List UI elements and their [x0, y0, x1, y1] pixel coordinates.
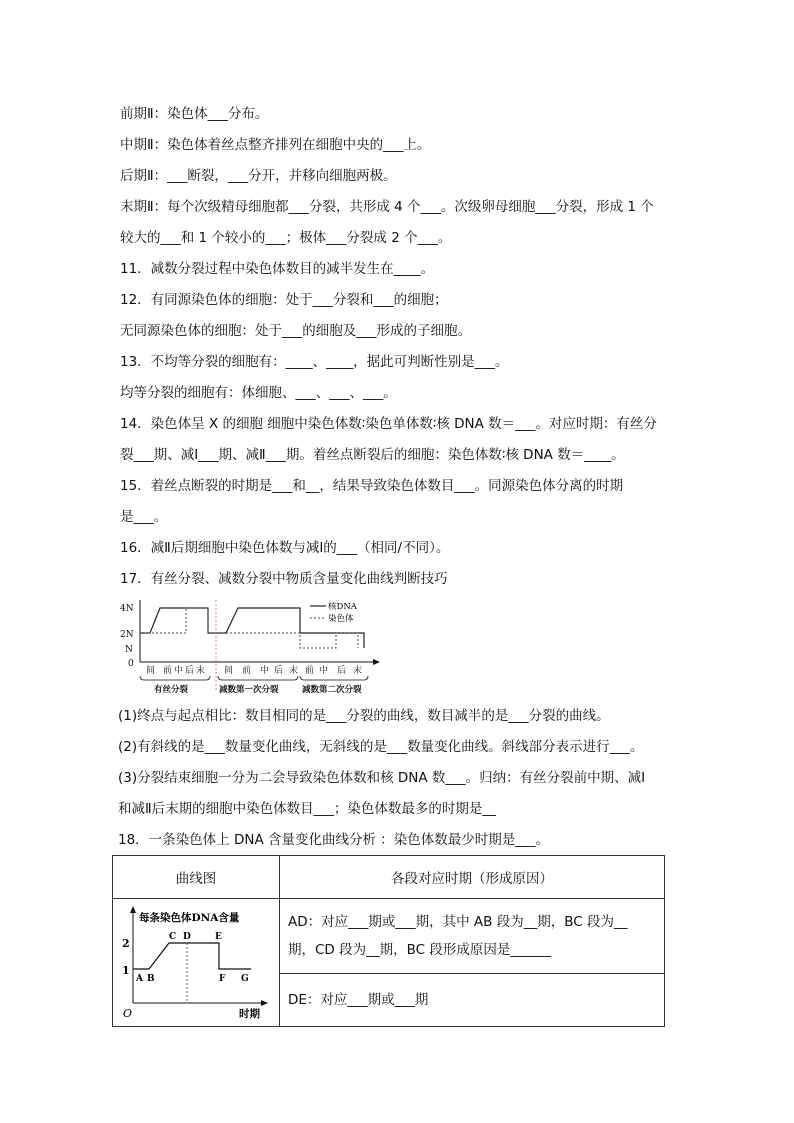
question-14a: 14．染色体呈 X 的细胞 细胞中染色体数∶染色单体数∶核 DNA 数＝___。对应时期：有丝分	[120, 416, 657, 432]
line-prophase-ii: 前期Ⅱ：染色体___分布。	[120, 106, 269, 122]
point-b: B	[147, 973, 155, 984]
point-g: G	[241, 973, 249, 984]
phase-label: 中	[260, 666, 270, 676]
dna-content-curve	[133, 943, 251, 969]
table-header-periods: 各段对应时期（形成原因）	[280, 856, 665, 899]
question-15b: 是___。	[120, 509, 168, 525]
question-17: 17．有丝分裂、减数分裂中物质含量变化曲线判断技巧	[120, 571, 448, 587]
phase-label: 后	[185, 666, 195, 676]
chromosome-curve	[140, 608, 358, 648]
de-text: DE：对应___期或___期	[288, 992, 429, 1008]
phase-label: 前	[305, 666, 315, 676]
division-curve-chart	[118, 596, 388, 698]
line-anaphase-ii: 后期Ⅱ：___断裂，___分开，并移向细胞两极。	[120, 168, 397, 184]
line-telophase-ii-b: 较大的___和 1 个较小的___；极体___分裂成 2 个___。	[120, 230, 452, 246]
group-label-meiosis-2: 减数第二次分裂	[302, 685, 362, 695]
question-13a: 13．不均等分裂的细胞有：____、____，据此可判断性别是___。	[120, 354, 509, 370]
phase-label: 后	[274, 666, 284, 676]
x-axis-label: 时期	[239, 1007, 260, 1020]
point-d: D	[183, 931, 191, 942]
line-telophase-ii-a: 末期Ⅱ：每个次级精母细胞都___分裂，共形成 4 个___。次级卵母细胞___分裂，形成 1 个	[120, 199, 654, 215]
phase-label: 中	[319, 666, 329, 676]
question-11: 11．减数分裂过程中染色体数目的减半发生在____。	[120, 261, 435, 277]
question-18: 18．一条染色体上 DNA 含量变化曲线分析 ：染色体数最少时期是___。	[118, 832, 550, 848]
phase-label: 末	[196, 666, 206, 676]
y-label-4n: 4N	[120, 604, 134, 614]
line-metaphase-ii: 中期Ⅱ：染色体着丝点整齐排列在细胞中央的___上。	[120, 137, 431, 153]
y-label-0: 0	[128, 659, 134, 669]
ad-text-2: 期，CD 段为__期，BC 段形成原因是______	[288, 942, 551, 958]
y-tick-2: 2	[122, 936, 130, 950]
dna-per-chromosome-graph	[113, 901, 277, 1021]
question-14b: 裂___期、减Ⅰ___期、减Ⅱ___期。着丝点断裂后的细胞：染色体数∶核 DNA 数＝____。	[120, 447, 625, 463]
ad-text-1: AD：对应___期或___期，其中 AB 段为__期，BC 段为__	[288, 914, 628, 930]
graph-cell	[113, 899, 280, 1027]
question-15a: 15．着丝点断裂的时期是___和__，结果导致染色体数目___。同源染色体分离的时期	[120, 478, 624, 494]
question-17-2: (2)有斜线的是___数量变化曲线，无斜线的是___数量变化曲线。斜线部分表示进行___。	[118, 739, 644, 755]
point-c: C	[169, 931, 177, 942]
question-13b: 均等分裂的细胞有：体细胞、___、___、___。	[120, 385, 397, 401]
phase-label: 中	[174, 666, 184, 676]
legend-dna: 核DNA	[328, 602, 357, 612]
phase-label: 间	[146, 666, 156, 676]
phase-label: 前	[242, 666, 252, 676]
group-label-meiosis-1: 减数第一次分裂	[219, 685, 279, 695]
question-17-1: (1)终点与起点相比：数目相同的是___分裂的曲线，数目减半的是___分裂的曲线。	[118, 708, 610, 724]
phase-label: 末	[289, 666, 299, 676]
de-cell	[280, 974, 665, 1027]
phase-label: 间	[224, 666, 234, 676]
group-label-mitosis: 有丝分裂	[154, 685, 189, 695]
ad-cell	[280, 899, 665, 974]
legend-chromosome: 染色体	[328, 614, 354, 624]
dna-content-table	[112, 855, 665, 1027]
y-label-n: N	[125, 645, 133, 655]
point-f: F	[219, 973, 226, 984]
phase-label: 前	[163, 666, 173, 676]
y-label-2n: 2N	[120, 630, 134, 640]
phase-label: 后	[337, 666, 347, 676]
graph-title: 每条染色体DNA含量	[139, 911, 240, 924]
question-12a: 12．有同源染色体的细胞：处于___分裂和___的细胞；	[120, 292, 448, 308]
origin-label: O	[123, 1006, 133, 1020]
point-e: E	[215, 931, 222, 942]
point-a: A	[136, 973, 143, 984]
question-17-3a: (3)分裂结束细胞一分为二会导致染色体数和核 DNA 数___。归纳：有丝分裂前中期、减Ⅰ	[118, 770, 646, 786]
phase-label: 末	[353, 666, 363, 676]
table-header-graph: 曲线图	[113, 856, 280, 899]
question-16: 16．减Ⅱ后期细胞中染色体数与减Ⅰ的___（相同/不同）。	[120, 540, 450, 556]
question-12b: 无同源染色体的细胞：处于___的细胞及___形成的子细胞。	[120, 323, 471, 339]
y-tick-1: 1	[122, 963, 130, 977]
question-17-3b: 和减Ⅱ后末期的细胞中染色体数目___；染色体数最多的时期是__	[118, 801, 496, 817]
